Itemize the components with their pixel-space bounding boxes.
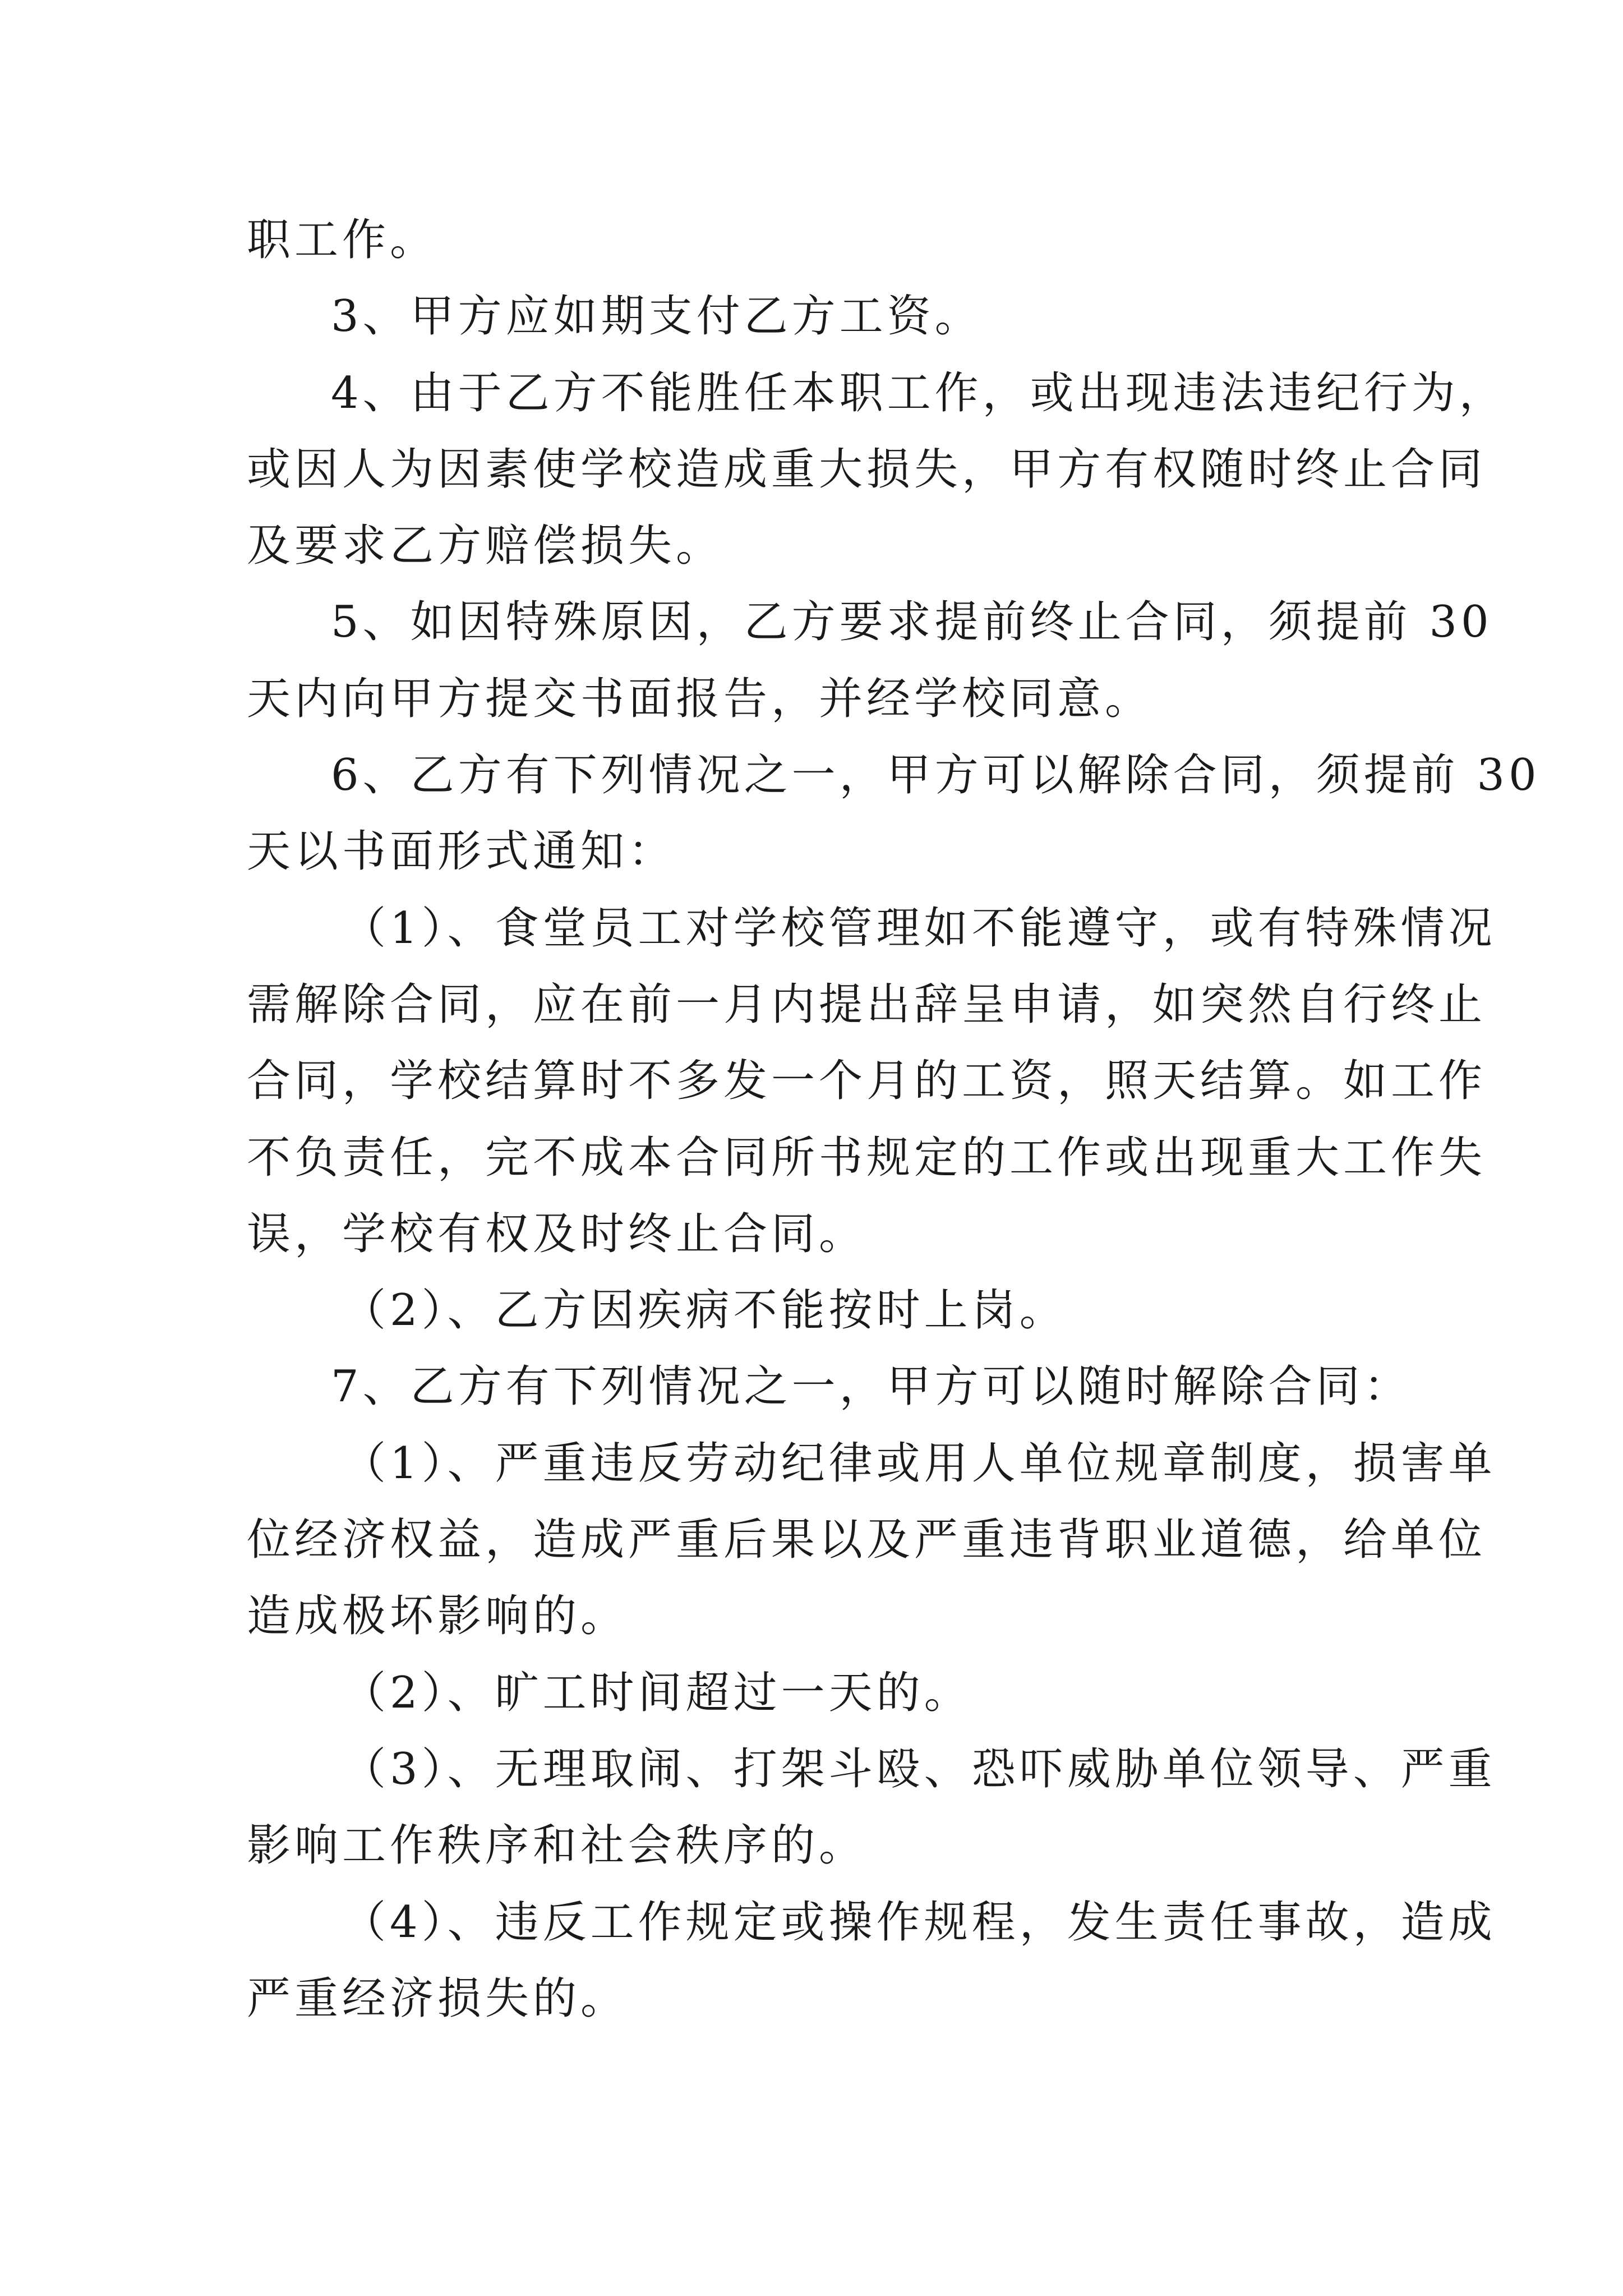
text-line: 3、甲方应如期支付乙方工资。 xyxy=(331,291,983,342)
text-line: （2）、乙方因疾病不能按时上岗。 xyxy=(342,1285,1067,1336)
paragraph-continuation xyxy=(247,202,1413,278)
text-line: 天以书面形式通知： xyxy=(247,826,676,877)
clause-7-item-4 xyxy=(247,1884,1496,2037)
clause-7-item-3 xyxy=(247,1731,1496,1884)
text-line: 严重经济损失的。 xyxy=(247,1973,629,2024)
text-line: 影响工作秩序和社会秩序的。 xyxy=(247,1820,867,1871)
text-line: 或因人为因素使学校造成重大损失，甲方有权随时终止合同 xyxy=(247,444,1487,495)
clause-3 xyxy=(247,278,1413,355)
text-line: 天内向甲方提交书面报告，并经学校同意。 xyxy=(247,673,1153,724)
text-line: 位经济权益，造成严重后果以及严重违背职业道德，给单位 xyxy=(247,1515,1487,1566)
text-line: 4、由于乙方不能胜任本职工作，或出现违法违纪行为， xyxy=(331,367,1507,418)
clause-4 xyxy=(247,355,1507,585)
clause-7 xyxy=(247,1349,1413,1425)
text-line: （4）、违反工作规定或操作规程，发生责任事故，造成 xyxy=(342,1897,1496,1948)
text-line: 职工作。 xyxy=(247,215,438,265)
text-line: 合同，学校结算时不多发一个月的工资，照天结算。如工作 xyxy=(247,1056,1487,1107)
document-body xyxy=(247,202,1541,2037)
text-line: 误，学校有权及时终止合同。 xyxy=(247,1208,867,1259)
clause-6 xyxy=(247,737,1541,890)
clause-5 xyxy=(247,584,1493,737)
text-line: 6、乙方有下列情况之一，甲方可以解除合同，须提前 30 xyxy=(331,750,1541,801)
clause-6-item-2 xyxy=(247,1272,1413,1349)
text-line: （1）、严重违反劳动纪律或用人单位规章制度，损害单 xyxy=(342,1438,1496,1489)
text-line: （1）、食堂员工对学校管理如不能遵守，或有特殊情况 xyxy=(342,903,1496,954)
text-line: 造成极坏影响的。 xyxy=(247,1591,629,1642)
text-line: （2）、旷工时间超过一天的。 xyxy=(342,1667,972,1718)
text-line: （3）、无理取闹、打架斗殴、恐吓威胁单位领导、严重 xyxy=(342,1743,1496,1795)
text-line: 不负责任，完不成本合同所书规定的工作或出现重大工作失 xyxy=(247,1132,1487,1183)
clause-7-item-1 xyxy=(247,1425,1496,1655)
text-line: 及要求乙方赔偿损失。 xyxy=(247,521,724,572)
text-line: 需解除合同，应在前一月内提出辞呈申请，如突然自行终止 xyxy=(247,979,1487,1030)
text-line: 5、如因特殊原因，乙方要求提前终止合同，须提前 30 xyxy=(331,597,1493,648)
text-line: 7、乙方有下列情况之一，甲方可以随时解除合同： xyxy=(331,1361,1412,1412)
clause-6-item-1 xyxy=(247,890,1496,1272)
clause-7-item-2 xyxy=(247,1655,1413,1731)
